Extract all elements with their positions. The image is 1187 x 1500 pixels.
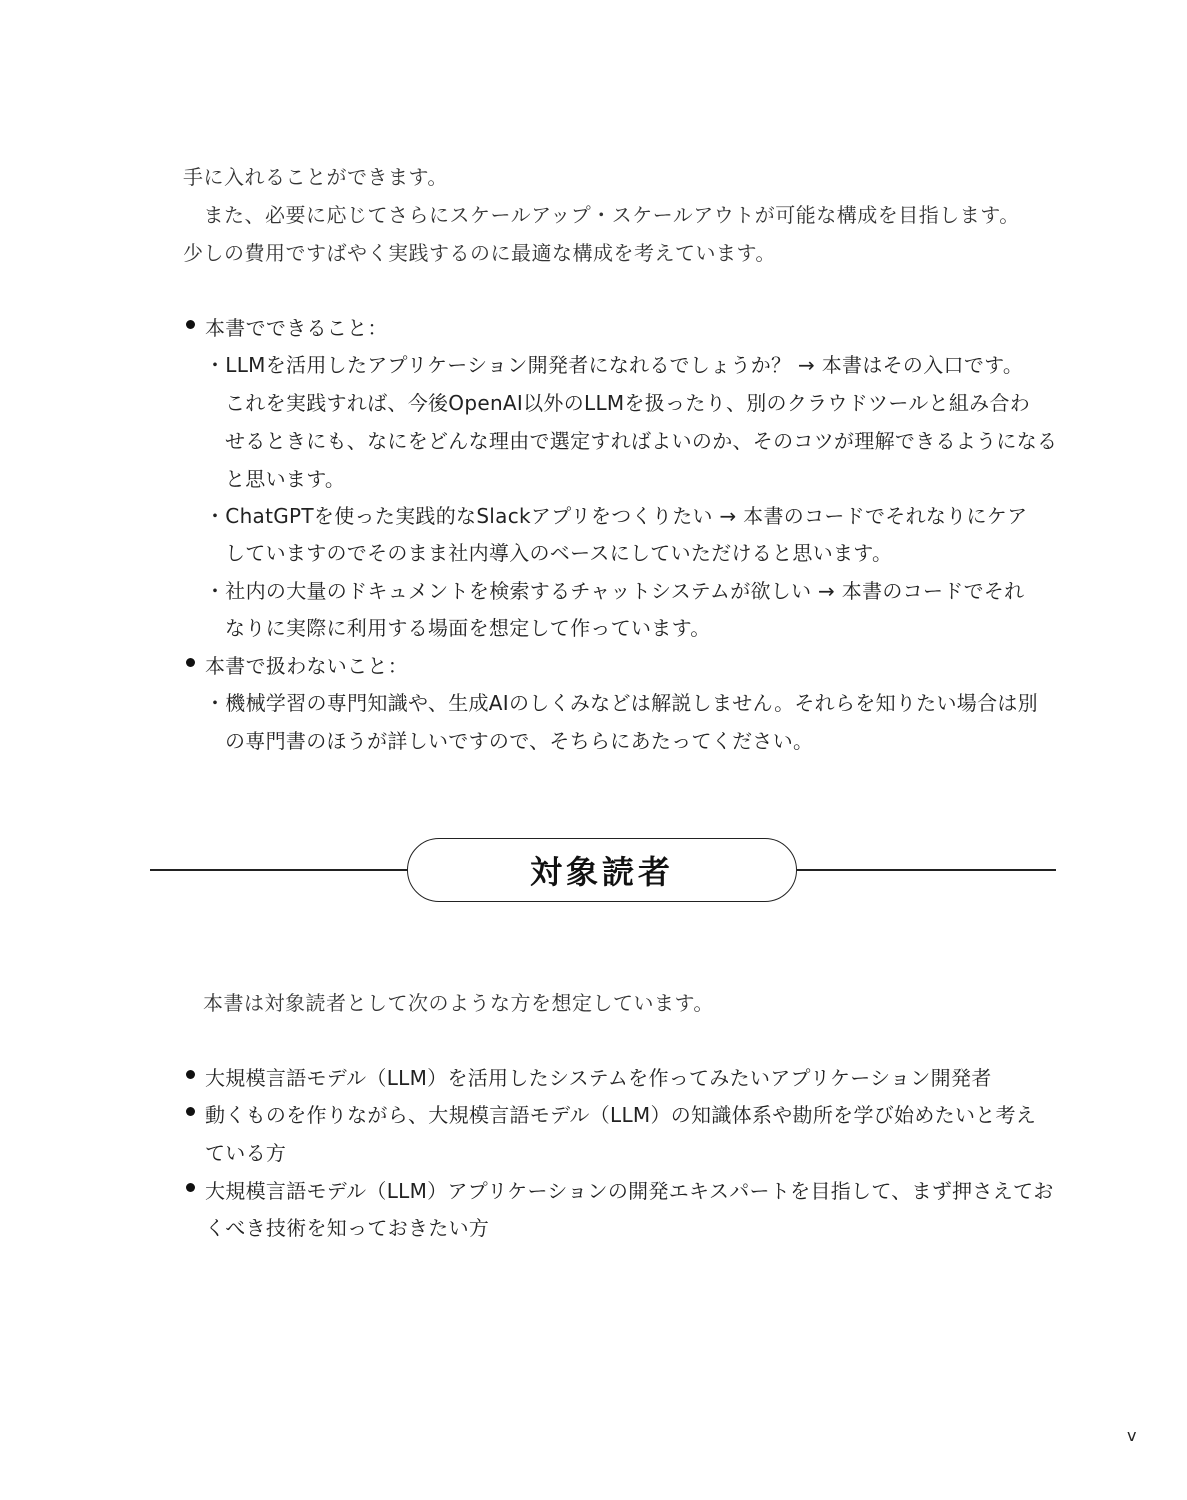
- section-rule-left: [150, 869, 408, 871]
- bullet-dot: [186, 1107, 195, 1116]
- reader-item-3-line-2: くべき技術を知っておきたい方: [205, 1216, 490, 1240]
- bullet-dot: [186, 1070, 195, 1079]
- readers-intro: 本書は対象読者として次のような方を想定しています。: [203, 991, 714, 1015]
- can-do-item-1-line-3: せるときにも、なにをどんな理由で選定すればよいのか、そのコツが理解できるようになる: [225, 429, 1058, 453]
- can-do-item-3-line-2: なりに実際に利用する場面を想定して作っています。: [225, 616, 711, 640]
- intro-line-2: また、必要に応じてさらにスケールアップ・スケールアウトが可能な構成を目指します。: [183, 203, 1020, 227]
- reader-item-3-line-1: 大規模言語モデル（LLM）アプリケーションの開発エキスパートを目指して、まず押さえてお: [205, 1179, 1054, 1203]
- cannot-do-heading: 本書で扱わないこと：: [205, 654, 408, 678]
- cannot-do-item-1-line-2: の専門書のほうが詳しいですので、そちらにあたってください。: [225, 729, 814, 753]
- bullet-dot: [186, 320, 195, 329]
- can-do-item-2-line-2: していますのでそのまま社内導入のベースにしていただけると思います。: [225, 541, 893, 565]
- reader-item-2-line-2: ている方: [205, 1141, 287, 1165]
- can-do-item-2-line-1: ・ChatGPTを使った実践的なSlackアプリをつくりたい → 本書のコードでそれなりにケア: [205, 504, 1028, 528]
- can-do-item-1-line-2: これを実践すれば、今後OpenAI以外のLLMを扱ったり、別のクラウドツールと組み合わ: [225, 391, 1031, 415]
- section-title: 対象読者: [529, 853, 674, 891]
- can-do-heading: 本書でできること：: [205, 316, 388, 340]
- section-rule-right: [797, 869, 1056, 871]
- can-do-item-3-line-1: ・社内の大量のドキュメントを検索するチャットシステムが欲しい → 本書のコードでそれ: [205, 579, 1025, 603]
- reader-item-2-line-1: 動くものを作りながら、大規模言語モデル（LLM）の知識体系や勘所を学び始めたいと考え: [205, 1103, 1037, 1127]
- section-heading-pill: [407, 838, 797, 902]
- reader-item-1-line-1: 大規模言語モデル（LLM）を活用したシステムを作ってみたいアプリケーション開発者: [205, 1066, 992, 1090]
- cannot-do-item-1-line-1: ・機械学習の専門知識や、生成AIのしくみなどは解説しません。それらを知りたい場合は別: [205, 691, 1038, 715]
- intro-line-3: 少しの費用ですばやく実践するのに最適な構成を考えています。: [183, 241, 776, 265]
- intro-line-1: 手に入れることができます。: [183, 165, 448, 189]
- page-number: v: [1127, 1426, 1137, 1445]
- can-do-item-1-line-4: と思います。: [225, 467, 346, 491]
- bullet-dot: [186, 658, 195, 667]
- bullet-dot: [186, 1183, 195, 1192]
- can-do-item-1-line-1: ・LLMを活用したアプリケーション開発者になれるでしょうか？ → 本書はその入口です。: [205, 353, 1024, 377]
